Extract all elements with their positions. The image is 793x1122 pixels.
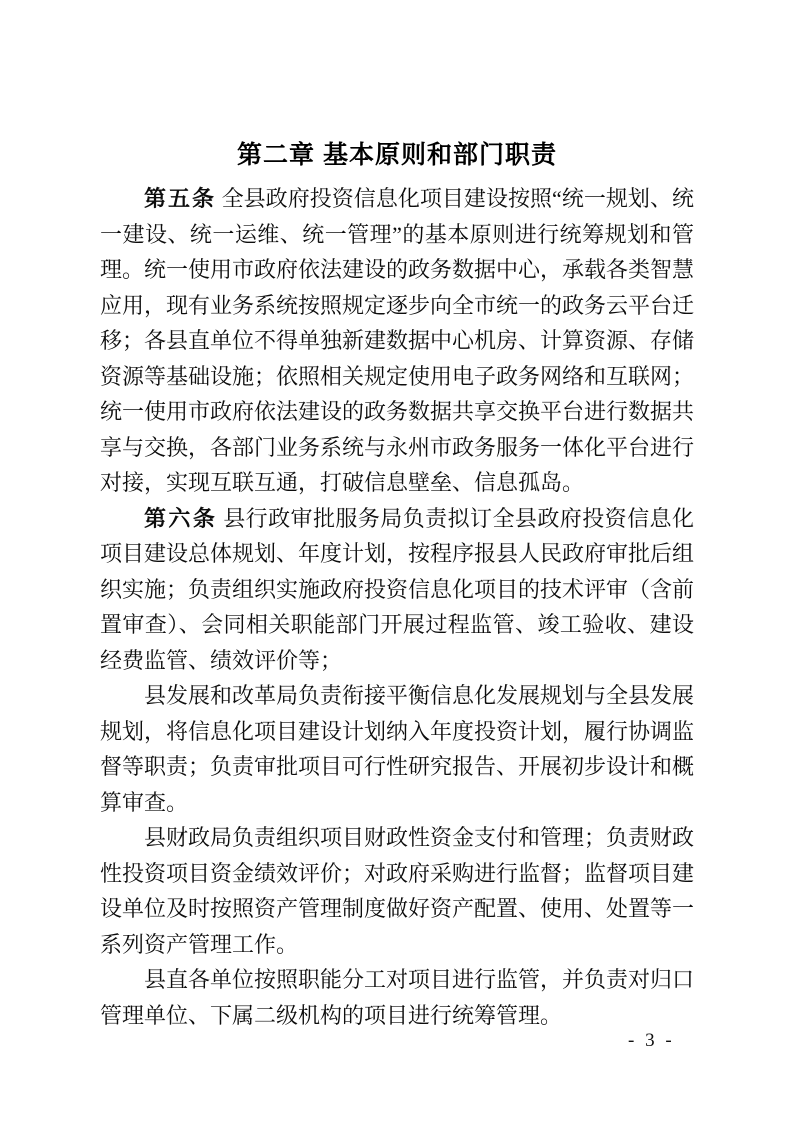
body-paragraph: 第五条 全县政府投资信息化项目建设按照“统一规划、统一建设、统一运维、统一管理”的基本原则进行统筹规划和管理。统一使用市政府依法建设的政务数据中心，承载各类智慧应用，现有业务系统按照规定逐步向全市统一的政务云平台迁移；各县直单位不得单独新建数据中心机房、计算资源、存储资源等基础设施；依照相关规定使用电子政务网络和互联网；统一使用市政府依法建设的政务数据共享交换平台进行数据共享与交换，各部门业务系统与永州市政务服务一体化平台进行对接，实现互联互通，打破信息壁垒、信息孤岛。 — [100, 186, 695, 495]
body-paragraph: 县财政局负责组织项目财政性资金支付和管理；负责财政性投资项目资金绩效评价；对政府采购进行监督；监督项目建设单位及时按照资产管理制度做好资产配置、使用、处置等一系列资产管理工作。 — [100, 825, 695, 957]
article-number: 第六条 — [144, 505, 218, 531]
document-content — [100, 139, 694, 1033]
paragraph-list — [100, 181, 694, 1033]
body-paragraph: 县发展和改革局负责衔接平衡信息化发展规划与全县发展规划，将信息化项目建设计划纳入年度投资计划，履行协调监督等职责；负责审批项目可行性研究报告、开展初步设计和概算审查。 — [100, 683, 695, 815]
body-paragraph: 第六条 县行政审批服务局负责拟订全县政府投资信息化项目建设总体规划、年度计划，按程序报县人民政府审批后组织实施；负责组织实施政府投资信息化项目的技术评审（含前置审查）、会同相关职能部门开展过程监管、竣工验收、建设经费监管、绩效评价等； — [100, 505, 695, 673]
body-paragraph: 县直各单位按照职能分工对项目进行监管，并负责对归口管理单位、下属二级机构的项目进行统筹管理。 — [100, 967, 695, 1028]
chapter-heading: 第二章 基本原则和部门职责 — [237, 141, 557, 169]
page-number: - 3 - — [628, 1030, 675, 1051]
article-number: 第五条 — [144, 186, 217, 211]
